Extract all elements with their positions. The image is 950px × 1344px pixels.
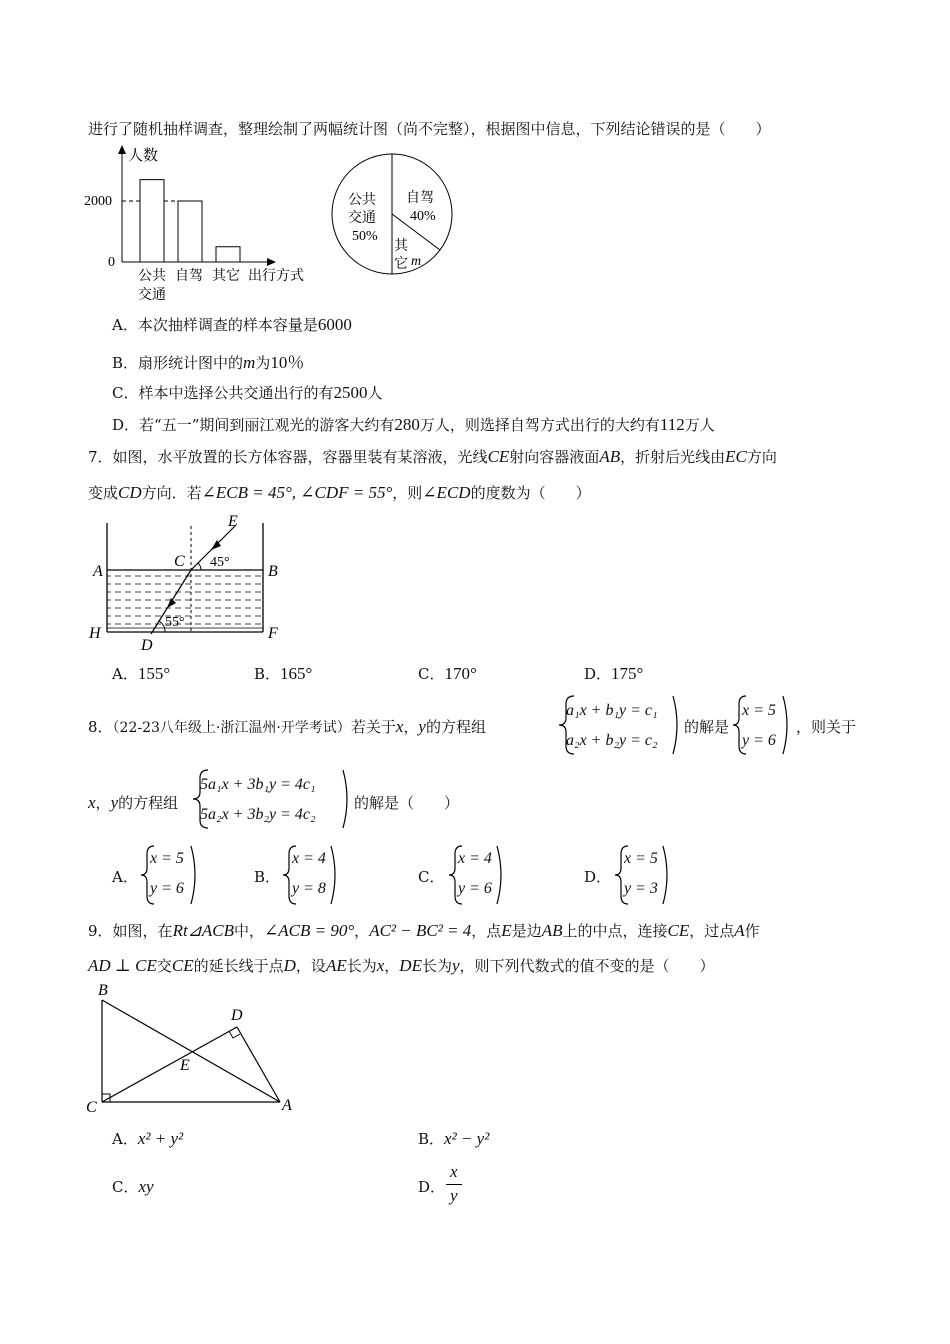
label-d: D bbox=[141, 637, 153, 654]
q7-stem-line1: 7．如图，水平放置的长方体容器，容器里装有某溶液，光线CE射向容器液面AB，折射后光线由EC方向 bbox=[88, 447, 777, 466]
q8-text6: 的解是（ ） bbox=[354, 794, 460, 812]
y-axis-label: 人数 bbox=[128, 148, 159, 164]
label-a: A bbox=[282, 1097, 292, 1114]
paren-sys1 bbox=[670, 694, 684, 756]
pie-pct-other: m bbox=[411, 254, 422, 269]
pie-label-other-1: 其 bbox=[394, 239, 408, 254]
q8-text3: 的解是 bbox=[684, 718, 730, 736]
label-f: F bbox=[268, 625, 278, 642]
bar-0 bbox=[140, 180, 164, 262]
q8-stem-a: 8．（22-23八年级上·浙江温州·开学考试）若关于x，y的方程组 bbox=[88, 717, 486, 736]
sys2-eq2: 5a₂x + 3b₂y = 4c₂ bbox=[200, 806, 316, 823]
y-axis-arrow bbox=[118, 145, 126, 154]
label-h: H bbox=[89, 625, 101, 642]
q6-option-a[interactable]: A．本次抽样调查的样本容量是6000 bbox=[112, 315, 352, 334]
y-tick-0: 0 bbox=[108, 255, 115, 270]
paren-sys2 bbox=[340, 768, 354, 830]
y-tick-2000: 2000 bbox=[84, 194, 112, 209]
q8-text4: ，则关于 bbox=[796, 718, 857, 736]
pie-pct-public: 50% bbox=[352, 229, 378, 244]
paren-sol1 bbox=[780, 694, 794, 756]
x-axis-arrow bbox=[267, 258, 276, 266]
q6-stem: 进行了随机抽样调查，整理绘制了两幅统计图（尚不完整），根据图中信息，下列结论错误的是（ ） bbox=[88, 120, 771, 138]
q6-option-d[interactable]: D．若“五一”期间到丽江观光的游客大约有280万人，则选择自驾方式出行的大约有112万人 bbox=[112, 415, 715, 434]
pie-label-public-2: 交通 bbox=[348, 211, 376, 226]
q7-option-b[interactable]: B．165° bbox=[254, 664, 313, 683]
q6-option-c[interactable]: C．样本中选择公共交通出行的有2500人 bbox=[112, 383, 383, 402]
q9-stem-line2: AD ⊥ CE交CE的延长线于点D，设AE长为x，DE长为y，则下列代数式的值不变的是（ ） bbox=[88, 956, 715, 975]
bar-2 bbox=[216, 247, 240, 262]
q8-stem-b: x，y的方程组 bbox=[88, 793, 179, 812]
q9-figure bbox=[82, 980, 302, 1115]
pie-label-public-1: 公共 bbox=[348, 193, 376, 208]
label-c: C bbox=[86, 1099, 97, 1115]
q7-option-d[interactable]: D．175° bbox=[584, 664, 644, 683]
sys1-eq2: a₂x + b₂y = c₂ bbox=[566, 732, 658, 749]
bar-label-2: 自驾 bbox=[175, 269, 203, 284]
angle-45: 45° bbox=[210, 555, 230, 570]
q9-option-b[interactable]: B．x² − y² bbox=[418, 1129, 490, 1148]
bar-label-3: 其它 bbox=[212, 269, 240, 284]
label-e: E bbox=[180, 1057, 190, 1074]
bar-1 bbox=[178, 201, 202, 262]
sys2-eq1: 5a₁x + 3b₁y = 4c₁ bbox=[200, 776, 316, 793]
label-d: D bbox=[231, 1007, 243, 1024]
sol1-eq2: y = 6 bbox=[742, 732, 776, 749]
pie-label-other-2: 它 bbox=[394, 257, 408, 272]
bar-label-1b: 交通 bbox=[138, 288, 166, 303]
pie-pct-drive: 40% bbox=[410, 209, 436, 224]
q9-option-a[interactable]: A．x² + y² bbox=[112, 1129, 184, 1148]
angle-55: 55° bbox=[165, 615, 185, 630]
sys1-eq1: a₁x + b₁y = c₁ bbox=[566, 702, 658, 719]
label-e: E bbox=[228, 513, 238, 530]
q7-option-c[interactable]: C．170° bbox=[418, 664, 477, 683]
bar-label-1a: 公共 bbox=[138, 269, 166, 284]
sol1-eq1: x = 5 bbox=[742, 702, 776, 719]
label-b: B bbox=[98, 982, 108, 999]
q9-option-c[interactable]: C．xy bbox=[112, 1177, 154, 1196]
label-a: A bbox=[93, 563, 103, 580]
q9-stem-line1: 9．如图，在Rt⊿ACB中，∠ACB = 90°，AC² − BC² = 4，点E是边AB上的中点，连接CE，过点A作 bbox=[88, 921, 760, 940]
q7-option-a[interactable]: A．155° bbox=[112, 664, 171, 683]
q7-figure bbox=[85, 508, 295, 656]
label-b: B bbox=[268, 563, 278, 580]
pie-label-drive: 自驾 bbox=[406, 191, 434, 206]
bar-chart bbox=[80, 142, 330, 307]
label-c: C bbox=[174, 553, 185, 570]
x-axis-label: 出行方式 bbox=[248, 269, 304, 284]
q7-stem-line2: 变成CD方向．若∠ECB = 45°, ∠CDF = 55°，则∠ECD的度数为（ ） bbox=[88, 483, 591, 502]
pie-chart bbox=[330, 152, 460, 282]
q6-option-b[interactable]: B．扇形统计图中的m为10％ bbox=[112, 353, 305, 372]
